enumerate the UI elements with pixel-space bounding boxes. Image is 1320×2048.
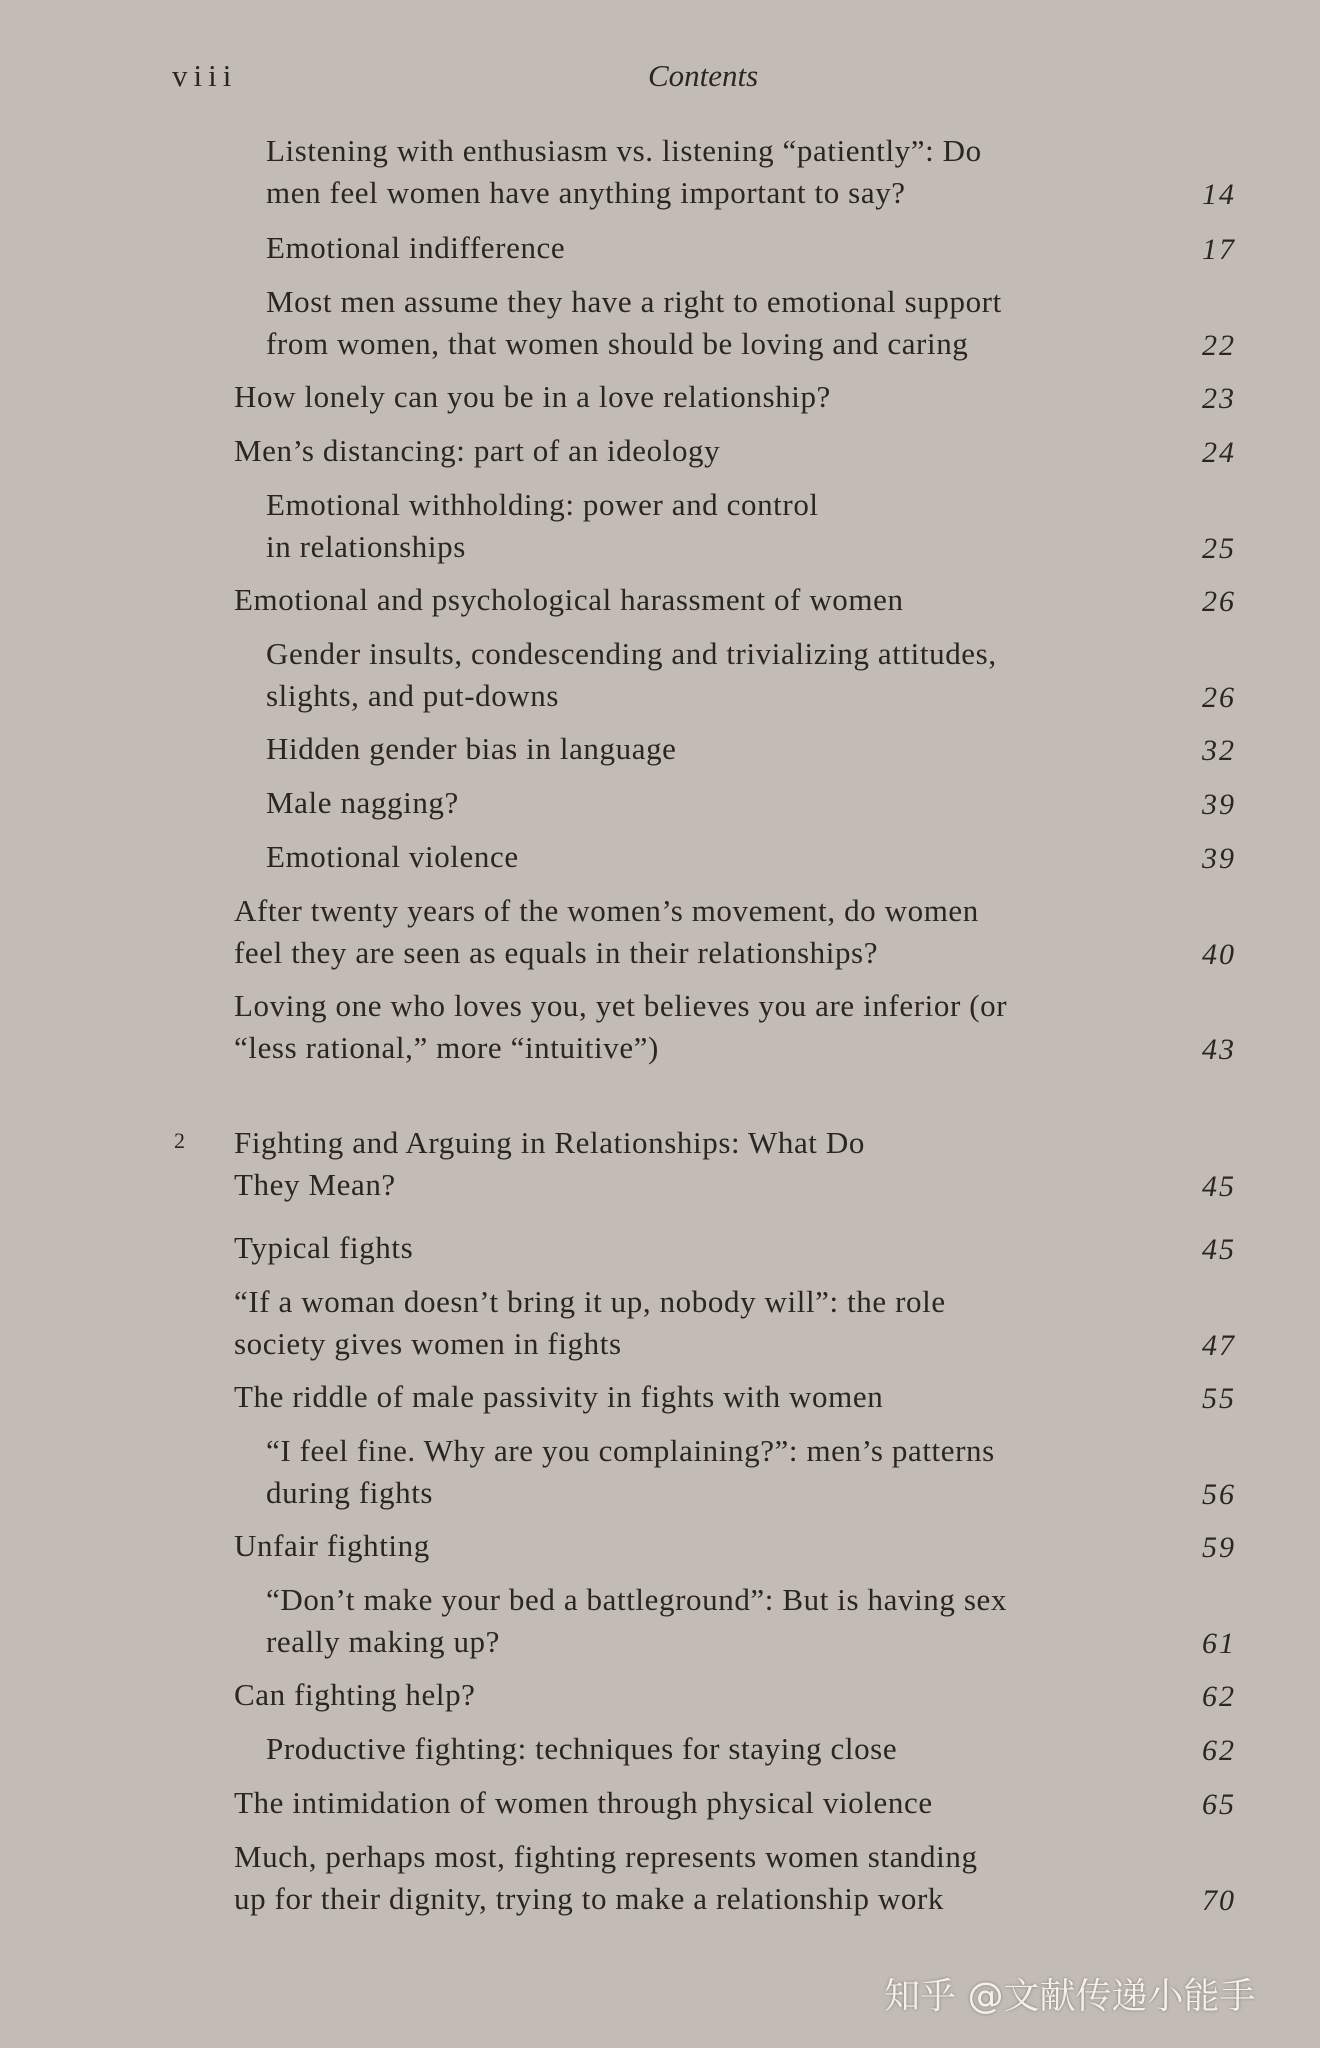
toc-entry-title <box>234 579 904 621</box>
toc-entry-title <box>266 130 982 214</box>
toc-entry-title <box>266 227 565 269</box>
toc-entry-line: Unfair fighting <box>234 1528 430 1563</box>
toc-entry-line: They Mean? <box>234 1167 396 1202</box>
chapter-number: 2 <box>174 1128 185 1153</box>
toc-page-number: 26 <box>1202 681 1236 714</box>
toc-page-number: 62 <box>1202 1680 1236 1713</box>
watermark: 知乎 @文献传递小能手 <box>884 1976 1256 2017</box>
toc-entry-line: Much, perhaps most, fighting represents women standing <box>234 1839 978 1874</box>
toc-entry-line: Male nagging? <box>266 785 459 820</box>
toc-entry-line: Loving one who loves you, yet believes you are inferior (or <box>234 988 1008 1023</box>
toc-page-number: 43 <box>1202 1033 1236 1066</box>
toc-page-number: 56 <box>1202 1478 1236 1511</box>
page-folio: viii <box>172 58 238 93</box>
toc-entry-title <box>234 1836 978 1920</box>
toc-entry-line: feel they are seen as equals in their relationships? <box>234 935 879 970</box>
toc-entry-line: Gender insults, condescending and trivializing attitudes, <box>266 636 997 671</box>
toc-page-number: 32 <box>1202 734 1236 767</box>
toc-page-number: 39 <box>1202 842 1236 875</box>
toc-page-number: 24 <box>1202 436 1236 469</box>
toc-entry-line: Emotional violence <box>266 839 519 874</box>
toc-entry-title <box>234 376 831 418</box>
running-title: Contents <box>648 58 759 93</box>
toc-entry-line: Hidden gender bias in language <box>266 731 677 766</box>
toc-entry-line: up for their dignity, trying to make a relationship work <box>234 1881 944 1916</box>
toc-entry-line: Can fighting help? <box>234 1677 476 1712</box>
toc-entry-title <box>266 1579 1007 1663</box>
toc-entry-title <box>266 1430 995 1514</box>
toc-page-number: 65 <box>1202 1788 1236 1821</box>
toc-entry-title <box>266 782 459 824</box>
toc-entry-line: Productive fighting: techniques for staying close <box>266 1731 898 1766</box>
toc-entry-line: during fights <box>266 1475 434 1510</box>
toc-entry-title <box>266 1728 897 1770</box>
toc-page-number: 39 <box>1202 788 1236 821</box>
toc-entry-line: “I feel fine. Why are you complaining?”: men’s patterns <box>266 1433 995 1468</box>
toc-entry-line: Fighting and Arguing in Relationships: What Do <box>234 1125 865 1160</box>
toc-entry-title <box>234 1281 946 1365</box>
toc-entry-line: Typical fights <box>234 1230 414 1265</box>
toc-page-number: 61 <box>1202 1627 1236 1660</box>
toc-entry-title <box>234 1122 865 1206</box>
toc-entry-line: in relationships <box>266 529 466 564</box>
toc-entry-title <box>234 430 720 472</box>
toc-entry-line: Most men assume they have a right to emotional support <box>266 284 1002 319</box>
toc-entry-line: Listening with enthusiasm vs. listening “patiently”: Do <box>266 133 982 168</box>
toc-page-number: 26 <box>1202 585 1236 618</box>
toc-entry-title <box>266 728 677 770</box>
toc-page-number: 55 <box>1202 1382 1236 1415</box>
toc-entry-line: really making up? <box>266 1624 501 1659</box>
toc-entry-title <box>234 1525 430 1567</box>
toc-entry-line: from women, that women should be loving and caring <box>266 326 969 361</box>
toc-page-number: 70 <box>1202 1884 1236 1917</box>
toc-entry-title <box>234 1376 883 1418</box>
toc-entry-line: Emotional indifference <box>266 230 566 265</box>
toc-entry-title <box>234 1227 413 1269</box>
toc-page-number: 45 <box>1202 1170 1236 1203</box>
toc-entry-line: Men’s distancing: part of an ideology <box>234 433 721 468</box>
toc-page-number: 17 <box>1202 233 1236 266</box>
toc-page-number: 40 <box>1202 938 1236 971</box>
toc-page-number: 47 <box>1202 1329 1236 1362</box>
toc-entry-line: society gives women in fights <box>234 1326 622 1361</box>
toc-entry-line: Emotional withholding: power and control <box>266 487 819 522</box>
toc-entry-line: How lonely can you be in a love relationship? <box>234 379 831 414</box>
toc-entry-line: slights, and put-downs <box>266 678 560 713</box>
toc-page-number: 22 <box>1202 329 1236 362</box>
toc-entry-title <box>266 484 819 568</box>
toc-entry-line: Emotional and psychological harassment of women <box>234 582 904 617</box>
toc-entry-title <box>234 1782 933 1824</box>
toc-page-number: 62 <box>1202 1734 1236 1767</box>
toc-page-number: 25 <box>1202 532 1236 565</box>
toc-entry-title <box>266 633 997 717</box>
toc-entry-title <box>234 1674 476 1716</box>
toc-entry-title <box>234 985 1007 1069</box>
toc-entry-title <box>266 281 1002 365</box>
toc-entry-line: The intimidation of women through physical violence <box>234 1785 933 1820</box>
toc-page-number: 45 <box>1202 1233 1236 1266</box>
toc-entry-line: “Don’t make your bed a battleground”: But is having sex <box>266 1582 1007 1617</box>
toc-entry-line: “If a woman doesn’t bring it up, nobody will”: the role <box>234 1284 946 1319</box>
toc-entry-title <box>234 890 979 974</box>
toc-entry-line: “less rational,” more “intuitive”) <box>234 1030 659 1065</box>
toc-entry-line: men feel women have anything important to say? <box>266 175 906 210</box>
toc-page-number: 59 <box>1202 1531 1236 1564</box>
toc-entry-line: The riddle of male passivity in fights with women <box>234 1379 884 1414</box>
toc-entry-line: After twenty years of the women’s movement, do women <box>234 893 979 928</box>
toc-page-number: 14 <box>1202 178 1236 211</box>
toc-entry-title <box>266 836 519 878</box>
toc-page-number: 23 <box>1202 382 1236 415</box>
